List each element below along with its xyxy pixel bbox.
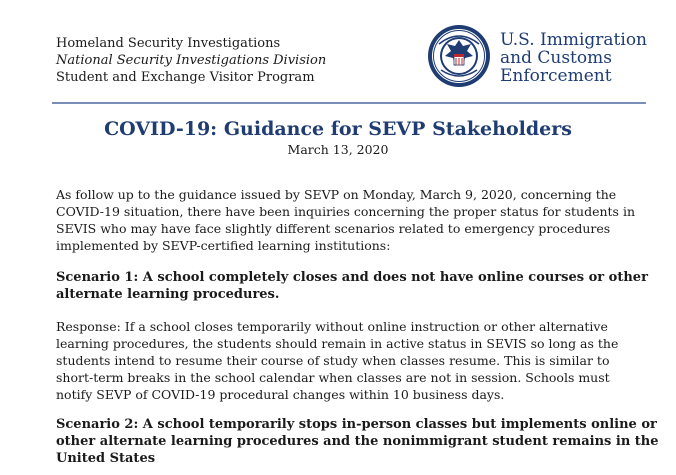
agency-line-nsid: National Security Investigations Division	[56, 53, 327, 68]
scenario1-response-line: students intend to resume their course of study when classes resume. This is similar to	[56, 353, 610, 368]
agency-line-sevp: Student and Exchange Visitor Program	[56, 70, 315, 85]
scenario2-heading-line: Scenario 2: A school temporarily stops in-person classes but implements online or	[56, 417, 657, 432]
scenario2-heading-line: United States	[56, 451, 156, 466]
intro-line: SEVIS who may have face slightly different scenarios related to emergency procedures	[56, 221, 611, 236]
ice-name-line-3: Enforcement	[500, 66, 612, 86]
scenario2-heading-line: other alternate learning procedures and the nonimmigrant student remains in the	[56, 434, 659, 449]
scenario1-heading-line: alternate learning procedures.	[56, 287, 280, 302]
scenario2-heading	[56, 416, 659, 467]
ice-name-line-2: and Customs	[500, 48, 612, 68]
scenario1-response	[56, 318, 646, 403]
scenario1-response-line: short-term breaks in the school calendar when classes are not in session. Schools must	[56, 370, 610, 385]
scenario1-heading-line: Scenario 1: A school completely closes and does not have online courses or other	[56, 270, 648, 285]
scenario1-heading	[56, 269, 646, 303]
agency-line-hsi: Homeland Security Investigations	[56, 36, 281, 51]
intro-line: implemented by SEVP-certified learning institutions:	[56, 238, 391, 253]
intro-line: COVID-19 situation, there have been inquiries concerning the proper status for students in	[56, 204, 635, 219]
intro-line: As follow up to the guidance issued by SEVP on Monday, March 9, 2020, concerning the	[56, 187, 617, 202]
ice-name-block	[500, 31, 647, 85]
scenario1-response-line: Response: If a school closes temporarily without online instruction or other alternative	[56, 319, 608, 334]
document-date: March 13, 2020	[287, 142, 389, 157]
dhs-seal-icon	[427, 24, 491, 88]
ice-name-line-1: U.S. Immigration	[500, 30, 648, 50]
scenario1-response-line: notify SEVP of COVID-19 procedural changes within 10 business days.	[56, 387, 505, 402]
header-divider	[52, 102, 646, 104]
intro-paragraph	[56, 186, 646, 254]
scenario1-response-line: learning procedures, the students should remain in active status in SEVIS so long as the	[56, 336, 619, 351]
document-title: COVID-19: Guidance for SEVP Stakeholders	[104, 118, 572, 140]
agency-block	[56, 35, 326, 86]
